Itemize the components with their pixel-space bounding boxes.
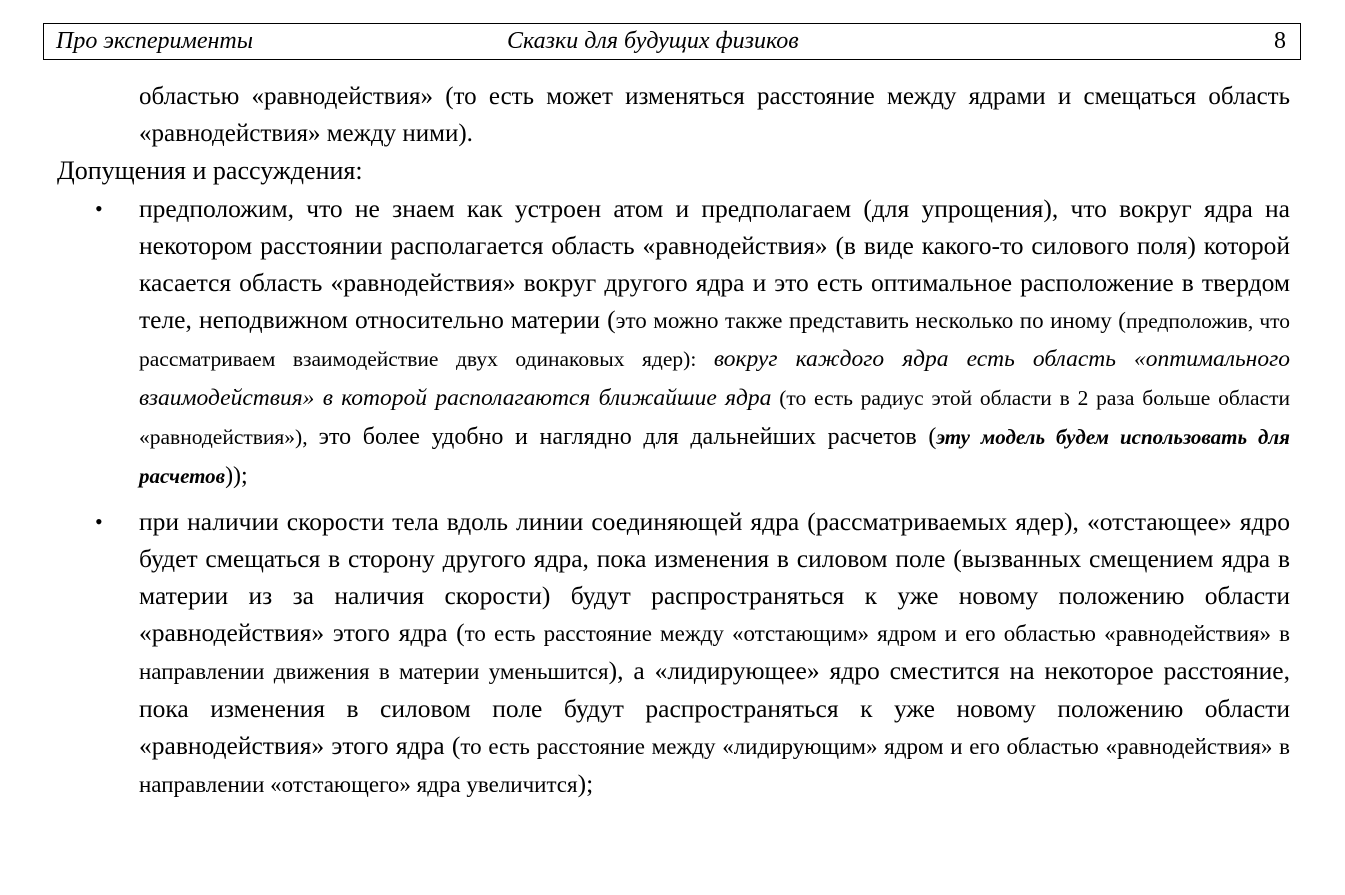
header-book-title: Сказки для будущих физиков — [507, 28, 799, 54]
list-item — [95, 190, 1290, 495]
item2-text-e: ); — [577, 769, 594, 798]
item1-text-a: предположим, что не знаем как устроен атом и предполагаем (для упрощения), что вокруг ядра на некотором расстоянии располагается область «равнодействия» (в виде какого-то силового поля) которой касается область «равнодействия» вокруг другого ядра и это есть оптимальное расположение в твердом теле, неподвижном относительно материи ( — [139, 194, 1290, 334]
item1-emphasis: вокруг каждого ядра есть область «оптимального взаимодействия» в которой располагаются ближайшие ядра — [139, 346, 1290, 411]
page-header — [43, 23, 1301, 60]
item1-text-d: (то есть радиус этой области в 2 раза больше области «равнодействия»), — [139, 386, 1290, 449]
page-number: 8 — [1274, 28, 1286, 54]
item1-bold-emphasis: эту модель будем использовать для расчетов — [139, 425, 1290, 488]
item2-text-c: ), а «лидирующее» ядро сместится на некоторое расстояние, пока изменения в силовом поле будут распространяться к уже новому положению области «равнодействия» этого ядра ( — [139, 656, 1290, 760]
item2-text-b: то есть расстояние между «отстающим» ядром и его областью «равнодействия» в направлении движения в материи уменьшится — [139, 621, 1290, 684]
bullet-icon: • — [95, 196, 103, 221]
item1-text-c: предположив, что рассматриваем взаимодействие двух одинаковых ядер): — [139, 309, 1290, 371]
page-body — [0, 78, 1345, 803]
list-item — [95, 503, 1290, 803]
item1-text-b: это можно также представить несколько по иному ( — [615, 308, 1126, 333]
item1-text-f: )); — [225, 463, 248, 489]
item1-text-e: это более удобно и наглядно для дальнейших расчетов ( — [318, 424, 937, 450]
header-section-title: Про эксперименты — [56, 28, 253, 54]
item2-text-a: при наличии скорости тела вдоль линии соединяющей ядра (рассматриваемых ядер), «отстающее» ядро будет смещаться в сторону другого ядра, пока изменения в силовом поле (вызванных смещением ядра в материи из за наличия скорости) будут распространяться к уже новому положению области «равнодействия» этого ядра ( — [139, 507, 1290, 647]
item2-text-d: то есть расстояние между «лидирующим» ядром и его областью «равнодействия» в направлении «отстающего» ядра увеличится — [139, 734, 1290, 797]
continuation-paragraph: областью «равнодействия» (то есть может изменяться расстояние между ядрами и смещаться область «равнодействия» между ними). — [139, 83, 1290, 147]
bullet-list — [0, 190, 1345, 803]
bullet-icon: • — [95, 509, 103, 534]
section-heading: Допущения и рассуждения: — [57, 156, 363, 185]
